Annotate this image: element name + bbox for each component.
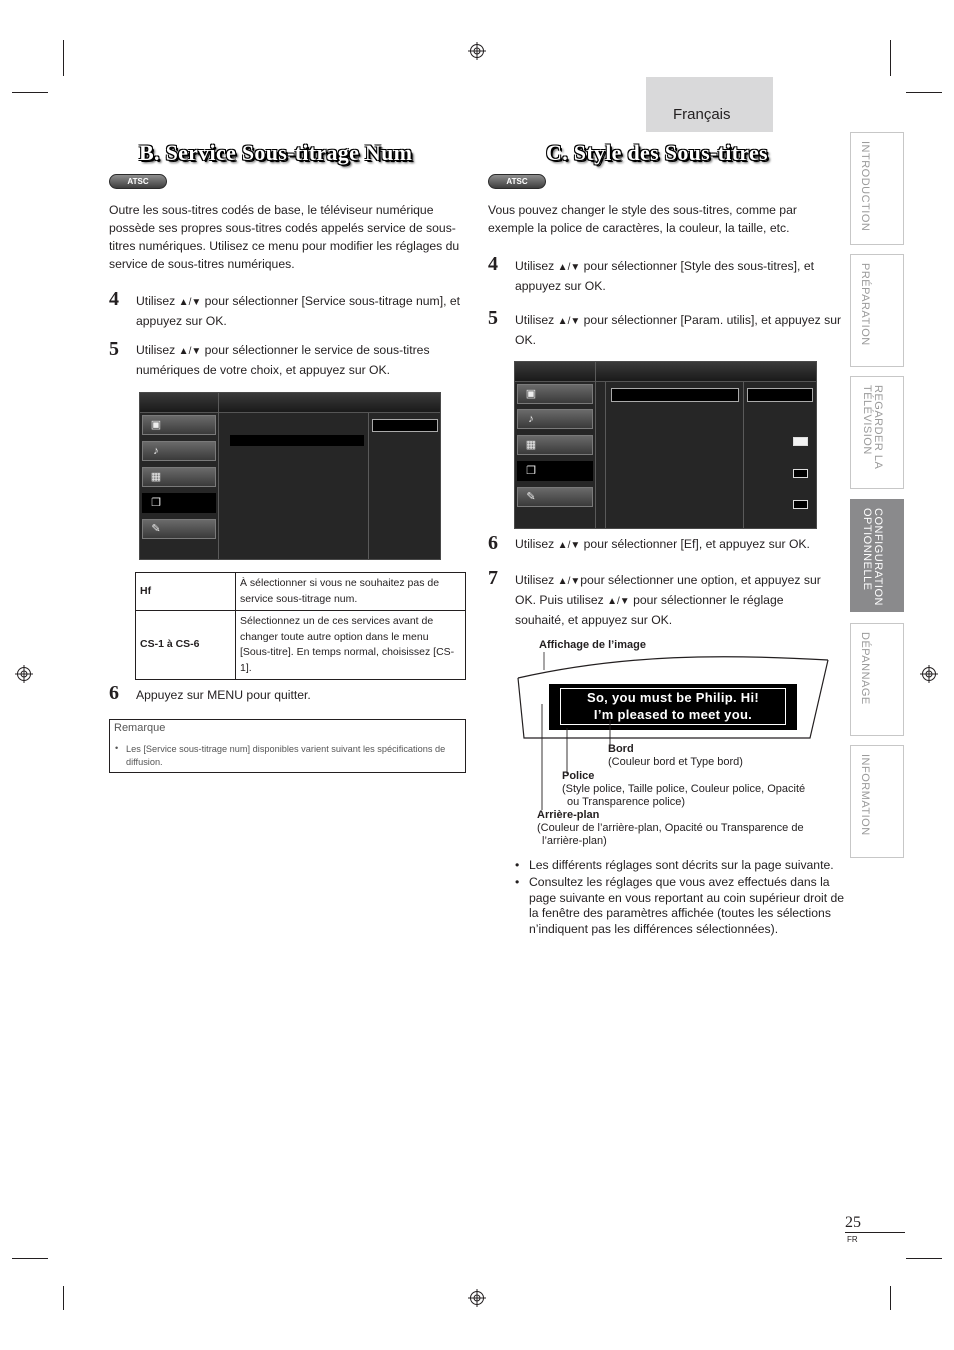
- bullet-item: Les différents réglages sont décrits sur la page suivante.: [529, 858, 834, 872]
- crop-mark: [12, 1258, 48, 1259]
- menu-item-picture[interactable]: [142, 415, 216, 435]
- side-tab-label: CONFIGURATION OPTIONNELLE: [861, 508, 884, 606]
- color-swatch: [793, 500, 808, 509]
- step-c6-text: Utilisez ▲/▼ pour sélectionner [Ef], et appuyez sur OK.: [515, 537, 810, 551]
- crop-mark: [890, 40, 891, 76]
- page-number-rule: [845, 1232, 905, 1233]
- section-b-title: B. Service Sous-titrage Num: [139, 140, 413, 165]
- crop-mark: [63, 1286, 64, 1310]
- side-tab-troubleshooting[interactable]: [850, 623, 904, 736]
- menu-item-language[interactable]: [517, 487, 593, 507]
- table-key: Hf: [136, 573, 236, 611]
- crop-mark: [906, 1258, 942, 1259]
- step-number: 6: [488, 532, 498, 554]
- options-table: [135, 572, 466, 680]
- language-tab: [646, 77, 773, 132]
- menu-item-language[interactable]: [142, 519, 216, 539]
- step-number: 5: [109, 338, 119, 360]
- side-tab-label: REGARDER LA TÉLÉVISION: [861, 385, 884, 469]
- menu-item-setup[interactable]: [517, 435, 593, 455]
- step-number: 4: [109, 288, 119, 310]
- table-row: [136, 611, 466, 680]
- registration-mark-icon: [468, 1289, 486, 1307]
- step-b6-text: Appuyez sur MENU pour quitter.: [136, 688, 311, 702]
- step-number: 4: [488, 253, 498, 275]
- registration-mark-icon: [15, 665, 33, 683]
- diagram-label-police: Police (Style police, Taille police, Couleur police, Opacité ou Transparence police): [562, 770, 806, 808]
- crop-mark: [890, 1286, 891, 1310]
- note-title: Remarque: [114, 722, 166, 734]
- menu-header: [140, 393, 440, 413]
- picture-icon: ▣: [525, 388, 537, 400]
- menu-header: [515, 362, 816, 382]
- note-bullet: •: [115, 743, 119, 753]
- setup-icon: ▦: [525, 439, 537, 451]
- side-tab-watching-tv[interactable]: [850, 376, 904, 489]
- section-c-title: C. Style des Sous-titres: [546, 140, 768, 165]
- menu-item-features[interactable]: [517, 461, 593, 481]
- menu-item-picture[interactable]: [517, 384, 593, 404]
- atsc-badge: ATSC: [488, 174, 546, 189]
- color-swatch: [793, 469, 808, 478]
- step-number: 6: [109, 682, 119, 704]
- bullet-item: Consultez les réglages que vous avez effectués dans la page suivante en vous reportant au coin supérieur droit de la fenêtre des paramètres affichée (toutes les sélections n’indiquent pas les différences sélectionnées).: [529, 875, 845, 936]
- caption-line: I’m pleased to meet you.: [593, 707, 753, 722]
- step-number: 5: [488, 307, 498, 329]
- page-language-code: FR: [847, 1235, 858, 1244]
- note-box: [109, 719, 466, 773]
- step-c7-text: Utilisez ▲/▼pour sélectionner une option, et appuyez sur OK. Puis utilisez ▲/▼ pour sélectionner le réglage souhaité, et appuyez sur OK.: [515, 573, 821, 627]
- side-tab-label: DÉPANNAGE: [859, 632, 871, 705]
- sound-icon: ♪: [153, 445, 159, 457]
- registration-mark-icon: [920, 665, 938, 683]
- side-tab-preparation[interactable]: [850, 254, 904, 367]
- crop-mark: [63, 40, 64, 76]
- step-number: 7: [488, 567, 498, 589]
- setup-icon: ▦: [150, 471, 162, 483]
- diagram-label-bord: Bord (Couleur bord et Type bord): [608, 743, 743, 768]
- menu-selection-bar: [230, 435, 364, 446]
- caption-line: So, you must be Philip. Hi!: [586, 690, 760, 705]
- features-icon: ❐: [526, 465, 536, 477]
- section-c-intro: Vous pouvez changer le style des sous-titres, comme par exemple la police de caractères, la couleur, la taille, etc.: [488, 203, 797, 235]
- menu-value-box: [747, 388, 813, 402]
- table-key: CS-1 à CS-6: [136, 611, 236, 680]
- crop-mark: [906, 92, 942, 93]
- table-value: Sélectionnez un de ces services avant de changer toute autre option dans le menu [Sous-titre]. En temps normal, choisissez [CS-1].: [236, 611, 466, 680]
- language-icon: ✎: [526, 491, 536, 503]
- bullet-mark: •: [515, 858, 520, 872]
- menu-item-sound[interactable]: [142, 441, 216, 461]
- registration-mark-icon: [468, 42, 486, 60]
- side-tab-label: PRÉPARATION: [859, 263, 871, 346]
- side-tab-label: INFORMATION: [859, 754, 871, 836]
- tv-menu-screenshot: [139, 392, 441, 560]
- section-b-intro: Outre les sous-titres codés de base, le téléviseur numérique possède ses propres sous-titres codés appelés service de sous-titres numériques. Utilisez ce menu pour modifier les réglages du service de sous-titres numériques.: [109, 203, 460, 271]
- step-b4-text: Utilisez ▲/▼ pour sélectionner [Service sous-titrage num], et appuyez sur OK.: [136, 294, 461, 328]
- note-text: Les [Service sous-titrage num] disponibles varient suivant les spécifications de diffusion.: [126, 744, 446, 767]
- diagram-label-image: Affichage de l’image: [539, 639, 646, 651]
- side-tab-information[interactable]: [850, 745, 904, 858]
- sound-icon: ♪: [528, 413, 534, 425]
- step-c4-text: Utilisez ▲/▼ pour sélectionner [Style des sous-titres], et appuyez sur OK.: [515, 259, 814, 293]
- language-label: Français: [673, 106, 731, 123]
- side-tab-optional-setup[interactable]: [850, 499, 904, 612]
- menu-value-box: [372, 419, 438, 432]
- menu-item-sound[interactable]: [517, 409, 593, 429]
- color-swatch: [793, 437, 808, 446]
- crop-mark: [12, 92, 48, 93]
- menu-selection-bar: [611, 388, 739, 402]
- atsc-badge: ATSC: [109, 174, 167, 189]
- page-number: 25: [845, 1214, 861, 1231]
- menu-item-setup[interactable]: [142, 467, 216, 487]
- side-tab-label: INTRODUCTION: [859, 141, 871, 232]
- table-row: [136, 573, 466, 611]
- diagram-label-arriere-plan: Arrière-plan (Couleur de l’arrière-plan, Opacité ou Transparence de l’arrière-plan): [537, 809, 804, 847]
- features-icon: ❐: [151, 497, 161, 509]
- picture-icon: ▣: [150, 419, 162, 431]
- side-tab-introduction[interactable]: [850, 132, 904, 245]
- tv-menu-screenshot: [514, 361, 817, 529]
- menu-item-features[interactable]: [142, 493, 216, 513]
- step-c5-text: Utilisez ▲/▼ pour sélectionner [Param. utilis], et appuyez sur OK.: [515, 313, 842, 347]
- language-icon: ✎: [151, 523, 161, 535]
- step-b5-text: Utilisez ▲/▼ pour sélectionner le service de sous-titres numériques de votre choix, et appuyez sur OK.: [136, 343, 430, 377]
- bullet-mark: •: [515, 875, 520, 889]
- table-value: À sélectionner si vous ne souhaitez pas de service sous-titrage num.: [236, 573, 466, 611]
